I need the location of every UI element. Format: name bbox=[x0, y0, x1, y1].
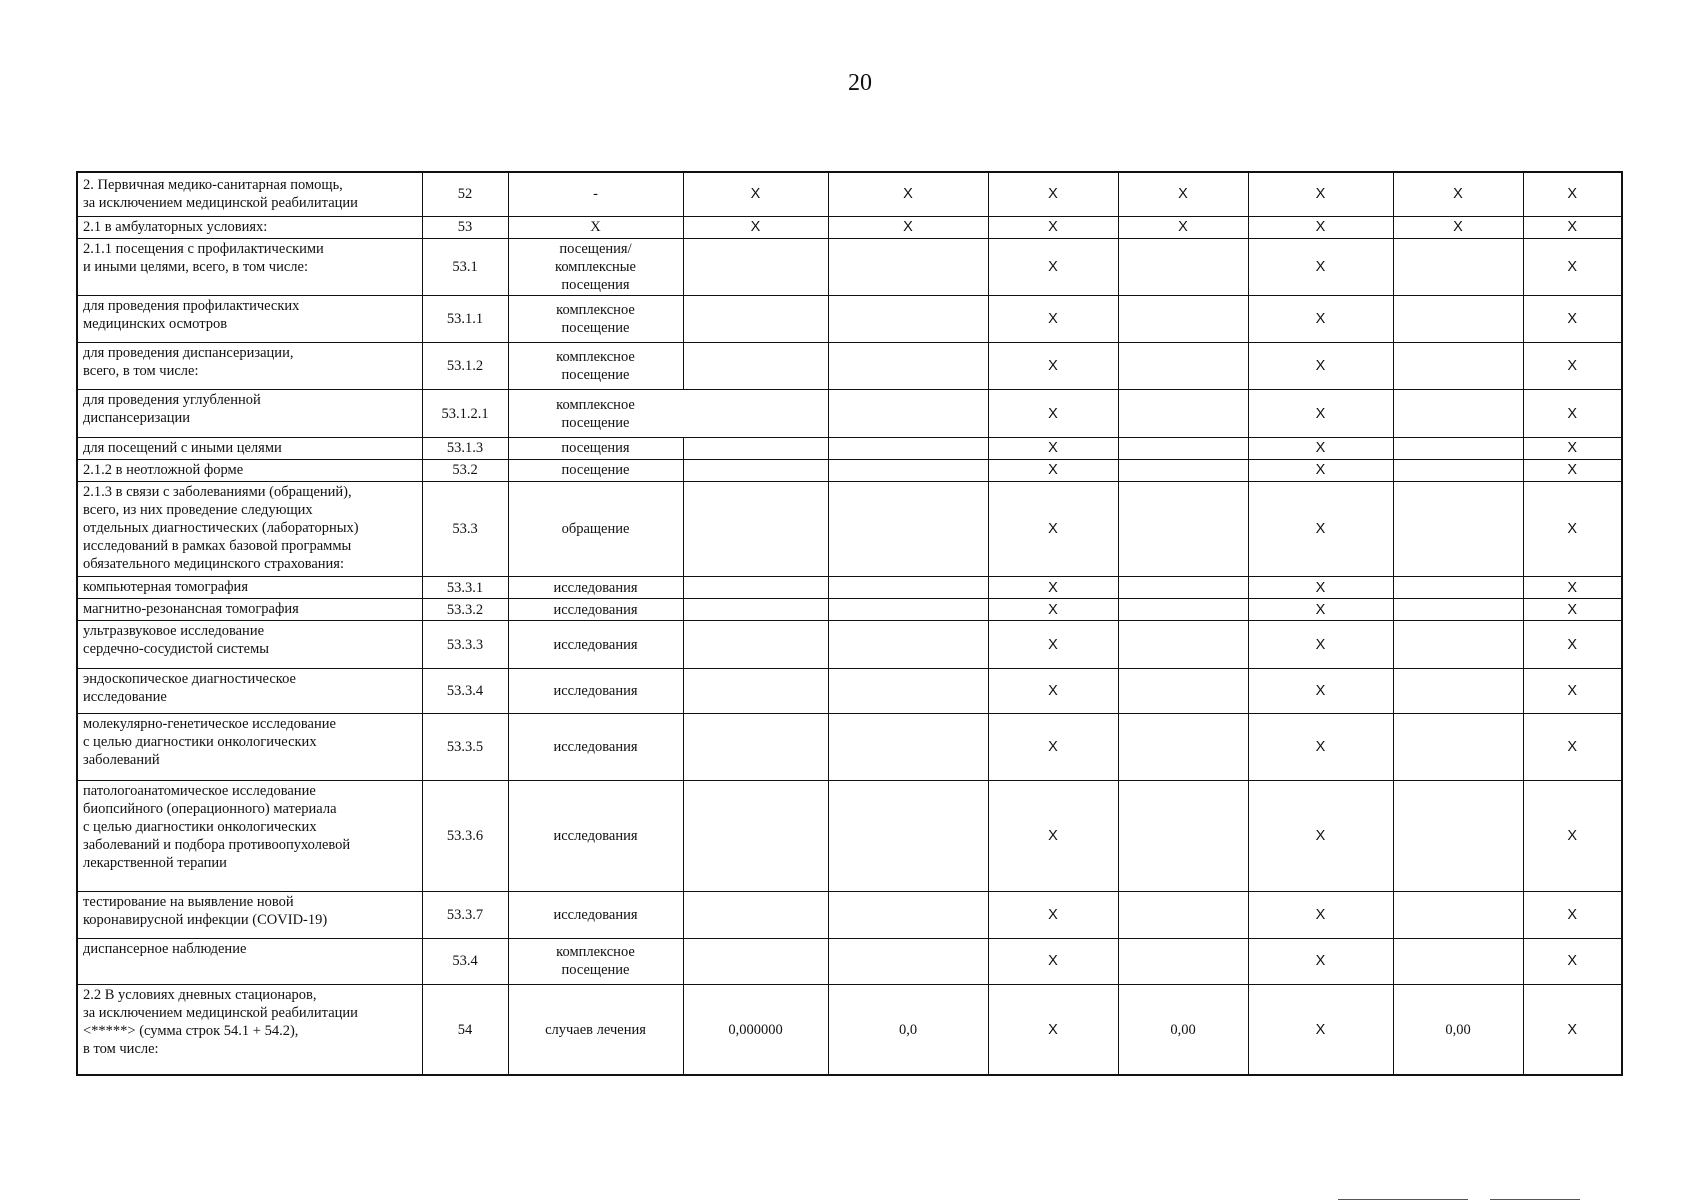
row-code: 53.3 bbox=[422, 481, 508, 576]
row-name: молекулярно-генетическое исследование с целью диагностики онкологических заболеваний bbox=[77, 713, 422, 780]
table-row bbox=[77, 713, 1622, 780]
table-row bbox=[77, 938, 1622, 984]
value-cell: X bbox=[1523, 599, 1622, 621]
value-cell bbox=[828, 296, 988, 343]
value-cell bbox=[683, 437, 828, 459]
row-name: тестирование на выявление новой коронавирусной инфекции (COVID-19) bbox=[77, 891, 422, 938]
value-cell: X bbox=[1523, 481, 1622, 576]
value-cell bbox=[1118, 599, 1248, 621]
value-cell: X bbox=[988, 172, 1118, 216]
row-name: для проведения углубленной диспансеризации bbox=[77, 390, 422, 437]
value-cell bbox=[1118, 668, 1248, 713]
value-cell bbox=[1393, 938, 1523, 984]
value-cell: X bbox=[1523, 437, 1622, 459]
value-cell: X bbox=[1248, 437, 1393, 459]
value-cell: X bbox=[1248, 668, 1393, 713]
value-cell bbox=[828, 599, 988, 621]
table-row bbox=[77, 390, 1622, 437]
value-cell: X bbox=[1523, 172, 1622, 216]
value-cell bbox=[683, 459, 828, 481]
value-cell: X bbox=[1523, 577, 1622, 599]
row-unit: исследования bbox=[508, 577, 683, 599]
table-row bbox=[77, 481, 1622, 576]
value-cell bbox=[1393, 668, 1523, 713]
value-cell bbox=[1393, 621, 1523, 668]
value-cell bbox=[683, 938, 828, 984]
table-row bbox=[77, 781, 1622, 891]
table-row bbox=[77, 985, 1622, 1075]
value-cell: X bbox=[1248, 599, 1393, 621]
value-cell bbox=[828, 459, 988, 481]
row-code: 53.3.3 bbox=[422, 621, 508, 668]
value-cell bbox=[1393, 390, 1523, 437]
value-cell bbox=[828, 668, 988, 713]
value-cell: X bbox=[988, 577, 1118, 599]
value-cell: X bbox=[1523, 668, 1622, 713]
row-name: компьютерная томография bbox=[77, 577, 422, 599]
value-cell: 0,00 bbox=[1118, 985, 1248, 1075]
value-cell bbox=[683, 599, 828, 621]
value-cell: X bbox=[1523, 390, 1622, 437]
row-unit: исследования bbox=[508, 891, 683, 938]
table-row bbox=[77, 459, 1622, 481]
row-code: 53.3.6 bbox=[422, 781, 508, 891]
value-cell bbox=[1393, 343, 1523, 390]
value-cell: X bbox=[988, 390, 1118, 437]
data-table bbox=[76, 171, 1623, 1076]
value-cell bbox=[1393, 481, 1523, 576]
value-cell: X bbox=[988, 437, 1118, 459]
row-name: диспансерное наблюдение bbox=[77, 938, 422, 984]
value-cell: X bbox=[1248, 172, 1393, 216]
value-cell: X bbox=[1248, 390, 1393, 437]
row-code: 53.3.4 bbox=[422, 668, 508, 713]
value-cell: X bbox=[988, 238, 1118, 295]
value-cell bbox=[1118, 343, 1248, 390]
value-cell: X bbox=[1523, 781, 1622, 891]
value-cell: X bbox=[988, 296, 1118, 343]
value-cell bbox=[828, 577, 988, 599]
value-cell bbox=[1393, 437, 1523, 459]
table-row bbox=[77, 891, 1622, 938]
value-cell: X bbox=[1248, 891, 1393, 938]
value-cell: X bbox=[988, 216, 1118, 238]
value-cell: X bbox=[988, 459, 1118, 481]
row-name: ультразвуковое исследование сердечно-сосудистой системы bbox=[77, 621, 422, 668]
value-cell bbox=[1118, 577, 1248, 599]
row-code: 53 bbox=[422, 216, 508, 238]
row-unit: исследования bbox=[508, 713, 683, 780]
row-unit: комплексное посещение bbox=[508, 938, 683, 984]
row-unit: исследования bbox=[508, 668, 683, 713]
row-code: 53.3.2 bbox=[422, 599, 508, 621]
value-cell bbox=[828, 713, 988, 780]
value-cell bbox=[1118, 621, 1248, 668]
row-unit: - bbox=[508, 172, 683, 216]
value-cell: X bbox=[1523, 985, 1622, 1075]
row-unit: X bbox=[508, 216, 683, 238]
value-cell bbox=[1118, 713, 1248, 780]
row-code: 53.1.2 bbox=[422, 343, 508, 390]
value-cell: X bbox=[1523, 238, 1622, 295]
row-unit: комплексное посещение bbox=[508, 390, 683, 437]
value-cell: X bbox=[988, 599, 1118, 621]
row-code: 52 bbox=[422, 172, 508, 216]
value-cell: X bbox=[683, 216, 828, 238]
value-cell bbox=[828, 621, 988, 668]
value-cell: X bbox=[1393, 216, 1523, 238]
value-cell bbox=[1393, 459, 1523, 481]
value-cell: X bbox=[988, 781, 1118, 891]
value-cell: X bbox=[1248, 296, 1393, 343]
table-row bbox=[77, 216, 1622, 238]
row-unit: посещения/ комплексные посещения bbox=[508, 238, 683, 295]
value-cell: X bbox=[988, 621, 1118, 668]
row-unit: посещение bbox=[508, 459, 683, 481]
table-row bbox=[77, 577, 1622, 599]
row-unit: исследования bbox=[508, 621, 683, 668]
value-cell bbox=[828, 238, 988, 295]
row-name: 2.1 в амбулаторных условиях: bbox=[77, 216, 422, 238]
row-name: эндоскопическое диагностическое исследование bbox=[77, 668, 422, 713]
value-cell bbox=[683, 621, 828, 668]
row-name: 2.2 В условиях дневных стационаров, за исключением медицинской реабилитации <*****> (сумма строк 54.1 + 54.2), в том числе: bbox=[77, 985, 422, 1075]
value-cell: X bbox=[1248, 343, 1393, 390]
value-cell bbox=[828, 481, 988, 576]
page-number: 20 bbox=[848, 70, 872, 96]
value-cell: X bbox=[1523, 891, 1622, 938]
value-cell bbox=[683, 781, 828, 891]
value-cell: X bbox=[1248, 216, 1393, 238]
value-cell bbox=[1118, 296, 1248, 343]
row-name: магнитно-резонансная томография bbox=[77, 599, 422, 621]
value-cell bbox=[683, 577, 828, 599]
row-code: 54 bbox=[422, 985, 508, 1075]
value-cell bbox=[828, 437, 988, 459]
row-code: 53.1.1 bbox=[422, 296, 508, 343]
row-unit: случаев лечения bbox=[508, 985, 683, 1075]
value-cell: X bbox=[1523, 459, 1622, 481]
value-cell: X bbox=[988, 713, 1118, 780]
value-cell: 0,0 bbox=[828, 985, 988, 1075]
value-cell bbox=[828, 343, 988, 390]
row-name: патологоанатомическое исследование биопсийного (операционного) материала с целью диагностики онкологических заболеваний и подбора противоопухолевой лекарственной терапии bbox=[77, 781, 422, 891]
value-cell: X bbox=[988, 985, 1118, 1075]
value-cell bbox=[1393, 577, 1523, 599]
table-row bbox=[77, 172, 1622, 216]
value-cell: X bbox=[1248, 713, 1393, 780]
row-unit: обращение bbox=[508, 481, 683, 576]
value-cell: X bbox=[1118, 216, 1248, 238]
value-cell bbox=[828, 938, 988, 984]
value-cell bbox=[1118, 891, 1248, 938]
row-unit: посещения bbox=[508, 437, 683, 459]
value-cell bbox=[683, 891, 828, 938]
value-cell bbox=[683, 296, 828, 343]
value-cell bbox=[1118, 481, 1248, 576]
value-cell: X bbox=[828, 172, 988, 216]
value-cell: X bbox=[1248, 577, 1393, 599]
row-unit: исследования bbox=[508, 781, 683, 891]
value-cell bbox=[1393, 781, 1523, 891]
value-cell: X bbox=[988, 938, 1118, 984]
table-row bbox=[77, 296, 1622, 343]
row-name: 2. Первичная медико-санитарная помощь, за исключением медицинской реабилитации bbox=[77, 172, 422, 216]
row-name: для посещений с иными целями bbox=[77, 437, 422, 459]
row-code: 53.3.7 bbox=[422, 891, 508, 938]
value-cell: X bbox=[1523, 296, 1622, 343]
row-code: 53.2 bbox=[422, 459, 508, 481]
row-unit: исследования bbox=[508, 599, 683, 621]
value-cell bbox=[1118, 437, 1248, 459]
row-unit: комплексное посещение bbox=[508, 343, 683, 390]
value-cell: X bbox=[988, 481, 1118, 576]
value-cell: X bbox=[988, 668, 1118, 713]
value-cell bbox=[683, 481, 828, 576]
value-cell: X bbox=[1118, 172, 1248, 216]
value-cell bbox=[683, 343, 828, 390]
value-cell bbox=[1393, 296, 1523, 343]
row-name: 2.1.3 в связи с заболеваниями (обращений), всего, из них проведение следующих отдельных диагностических (лабораторных) исследований в рамках базовой программы обязательного медицинского страхования: bbox=[77, 481, 422, 576]
table-row bbox=[77, 599, 1622, 621]
value-cell: X bbox=[1523, 938, 1622, 984]
value-cell: X bbox=[1248, 238, 1393, 295]
value-cell: X bbox=[828, 216, 988, 238]
row-code: 53.4 bbox=[422, 938, 508, 984]
value-cell bbox=[1118, 459, 1248, 481]
row-code: 53.1 bbox=[422, 238, 508, 295]
value-cell bbox=[1118, 390, 1248, 437]
value-cell bbox=[683, 713, 828, 780]
value-cell: X bbox=[1248, 938, 1393, 984]
value-cell bbox=[828, 781, 988, 891]
value-cell bbox=[683, 390, 828, 437]
value-cell bbox=[1118, 781, 1248, 891]
value-cell: X bbox=[1248, 781, 1393, 891]
value-cell: 0,000000 bbox=[683, 985, 828, 1075]
value-cell bbox=[1393, 599, 1523, 621]
value-cell bbox=[1118, 938, 1248, 984]
value-cell bbox=[828, 390, 988, 437]
value-cell: X bbox=[988, 891, 1118, 938]
value-cell bbox=[1118, 238, 1248, 295]
row-code: 53.3.1 bbox=[422, 577, 508, 599]
value-cell: X bbox=[1393, 172, 1523, 216]
table-row bbox=[77, 621, 1622, 668]
value-cell: X bbox=[1248, 985, 1393, 1075]
row-code: 53.1.3 bbox=[422, 437, 508, 459]
value-cell bbox=[683, 668, 828, 713]
value-cell bbox=[1393, 238, 1523, 295]
value-cell: X bbox=[1248, 481, 1393, 576]
value-cell bbox=[1393, 713, 1523, 780]
row-unit: комплексное посещение bbox=[508, 296, 683, 343]
table-row bbox=[77, 238, 1622, 295]
table-row bbox=[77, 668, 1622, 713]
table-row bbox=[77, 343, 1622, 390]
row-name: 2.1.2 в неотложной форме bbox=[77, 459, 422, 481]
value-cell: X bbox=[1523, 621, 1622, 668]
row-code: 53.3.5 bbox=[422, 713, 508, 780]
row-name: 2.1.1 посещения с профилактическими и иными целями, всего, в том числе: bbox=[77, 238, 422, 295]
table-row bbox=[77, 437, 1622, 459]
value-cell: X bbox=[1523, 216, 1622, 238]
value-cell: X bbox=[1248, 621, 1393, 668]
row-name: для проведения профилактических медицинских осмотров bbox=[77, 296, 422, 343]
value-cell: X bbox=[1523, 343, 1622, 390]
value-cell: X bbox=[1248, 459, 1393, 481]
value-cell: X bbox=[988, 343, 1118, 390]
row-name: для проведения диспансеризации, всего, в том числе: bbox=[77, 343, 422, 390]
value-cell bbox=[828, 891, 988, 938]
value-cell: X bbox=[1523, 713, 1622, 780]
row-code: 53.1.2.1 bbox=[422, 390, 508, 437]
value-cell bbox=[683, 238, 828, 295]
value-cell: 0,00 bbox=[1393, 985, 1523, 1075]
value-cell: X bbox=[683, 172, 828, 216]
value-cell bbox=[1393, 891, 1523, 938]
